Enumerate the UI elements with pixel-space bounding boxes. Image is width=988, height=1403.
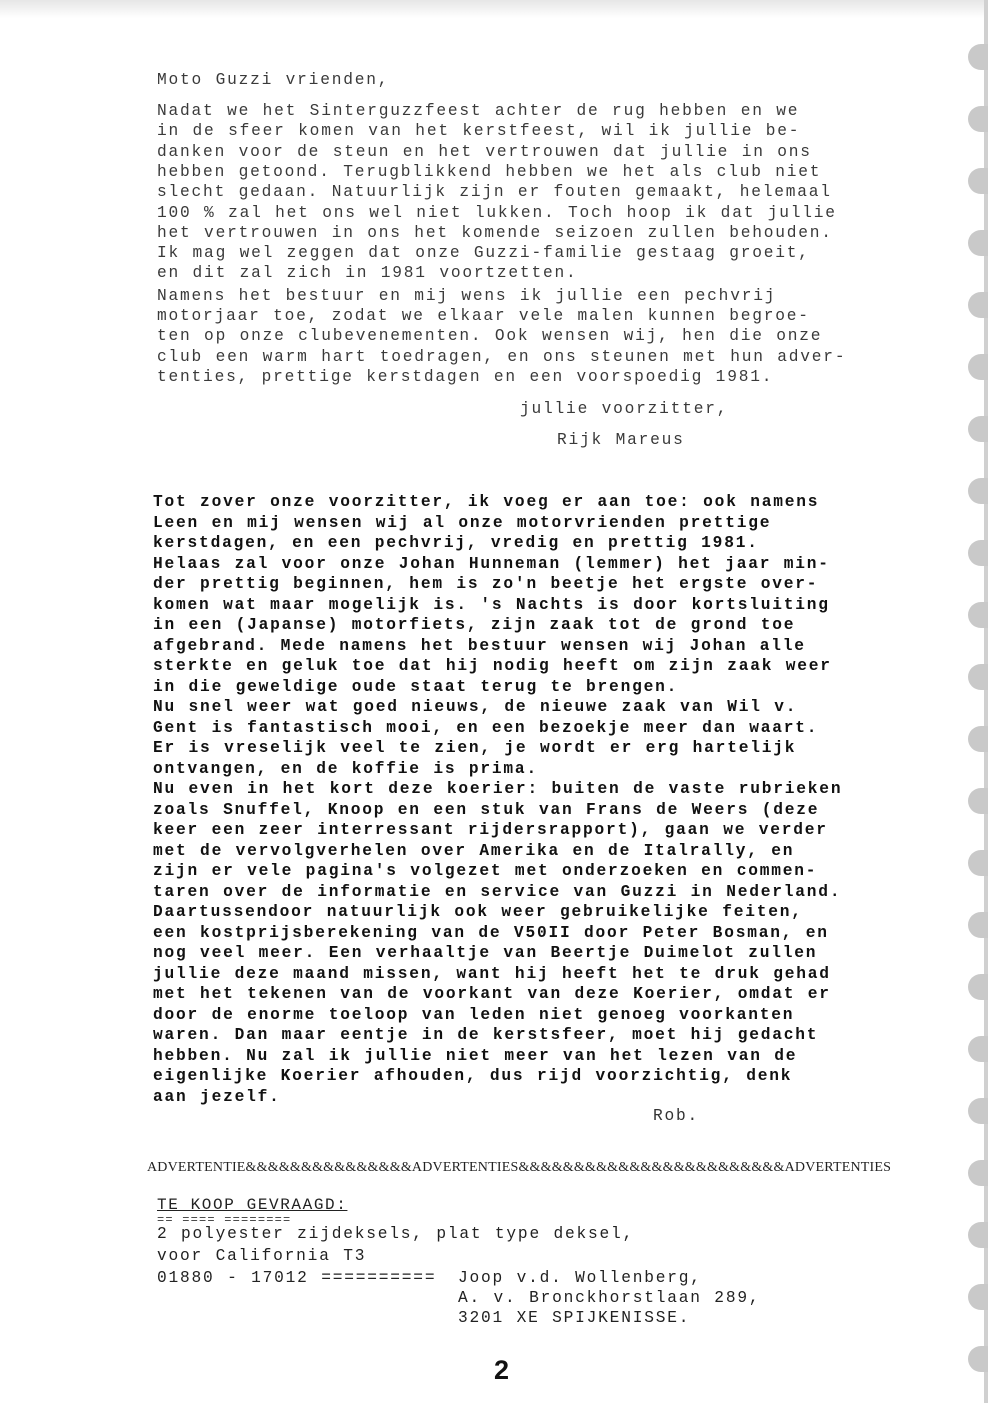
note-line: kerstdagen, en een pechvrij, vredig en prettig 1981. [153,534,759,552]
letter-line: club een warm hart toedragen, en ons steunen met hun adver- [157,347,847,366]
letter-signature: Rijk Mareus [557,431,685,449]
letter-line: het vertrouwen in ons het komende seizoen zullen behouden. [157,223,833,242]
letter-line: Nadat we het Sinterguzzfeest achter de rug hebben en we [157,102,800,120]
note-line: Leen en mij wensen wij al onze motorvrienden prettige [153,513,772,532]
note-line: nog veel meer. Een verhaaltje van Beertje Duimelot zullen [153,944,818,962]
advert-phone: 01880 - 17012 ========== [157,1269,437,1287]
note-signature: Rob. [653,1107,700,1125]
note-line: Gent is fantastisch mooi, en een bezoekje meer dan waart. [153,718,819,737]
note-line: komen wat maar mogelijk is. 's Nachts is door kortsluiting [153,595,830,614]
note-line: eigenlijke Koerier afhouden, dus rijd voorzichtig, denk [153,1067,793,1085]
note-line: aan jezelf. [153,1087,281,1106]
note-line: afgebrand. Mede namens het bestuur wensen wij Johan alle [153,636,806,655]
letter-line: slecht gedaan. Natuurlijk zijn er fouten gemaakt, helemaal [157,183,832,202]
letter-line: motorjaar toe, zodat we elkaar vele malen kunnen begroe- [157,307,810,325]
note-line: Er is vreselijk veel te zien, je wordt er erg hartelijk [153,739,797,757]
note-line: hebben. Nu zal ik jullie niet meer van het lezen van de [153,1046,798,1065]
note-line: een kostprijsberekening van de V50II door Peter Bosman, en [153,923,829,942]
letter-salutation: Moto Guzzi vrienden, [157,71,390,89]
advert-heading: TE KOOP GEVRAAGD: [157,1196,348,1214]
advert-contact-city: 3201 XE SPIJKENISSE. [458,1309,691,1327]
note-line: Tot zover onze voorzitter, ik voeg er aan toe: ook namens [153,493,820,511]
letter-line: Ik mag wel zeggen dat onze Guzzi-familie gestaag groeit, [157,244,810,263]
note-line: Daartussendoor natuurlijk ook weer gebruikelijke feiten, [153,903,803,921]
binder-holes [968,44,988,1403]
note-line: in een (Japanse) motorfiets, zijn zaak tot de grond toe [153,616,796,634]
note-line: zoals Snuffel, Knoop en een stuk van Frans de Weers (deze [153,800,820,819]
letter-line: ten op onze clubevenementen. Ook wensen wij, hen die onze [157,327,823,346]
note-line: Nu even in het kort deze koerier: buiten de vaste rubrieken [153,780,843,798]
note-line: ontvangen, en de koffie is prima. [153,759,538,778]
letter-line: hebben getoond. Terugblikkend hebben we het als club niet [157,162,822,181]
note-line: in die geweldige oude staat terug te brengen. [153,677,679,696]
note-line: Helaas zal voor onze Johan Hunneman (lemmer) het jaar min- [153,554,830,573]
note-line: waren. Dan maar eentje in de kerstsfeer, moet hij gedacht [153,1026,819,1044]
note-line: sterkte en geluk toe dat hij nodig heeft om zijn zaak weer [153,657,832,675]
letter-line: en dit zal zich in 1981 voortzetten. [157,264,578,283]
letter-line: danken voor de steun en het vertrouwen dat jullie in ons [157,142,812,161]
note-line: met het tekenen van de voorkant van deze Koerier, omdat er [153,985,831,1003]
advert-banner: ADVERTENTIE&&&&&&&&&&&&&&&ADVERTENTIES&&&&&&&&&&&&&&&&&&&&&&&&ADVERTENTIES [147,1160,892,1175]
note-line: met de vervolgverhelen over Amerika en de Italrally, en [153,841,795,860]
letter-line: 100 % zal het ons wel niet lukken. Toch hoop ik dat jullie [157,203,837,222]
note-line: Nu snel weer wat goed nieuws, de nieuwe zaak van Wil v. [153,698,798,716]
letter-line: Namens het bestuur en mij wens ik jullie een pechvrij [157,286,777,305]
note-line: zijn er vele pagina's volgezet met onderzoeken en commen- [153,862,818,880]
letter-closing: jullie voorzitter, [520,400,729,418]
advert-contact-street: A. v. Bronckhorstlaan 289, [458,1289,761,1307]
advert-contact-name: Joop v.d. Wollenberg, [458,1269,702,1287]
letter-line: tenties, prettige kerstdagen en een voorspoedig 1981. [157,367,774,386]
scan-top-edge [0,0,988,18]
advert-line: voor California T3 [157,1247,367,1265]
advert-heading-rule: == ==== ======== [157,1213,292,1227]
note-line: door de enorme toeloop van leden niet genoeg voorkanten [153,1005,795,1024]
note-line: der prettig beginnen, hem is zo'n beetje het ergste over- [153,575,819,593]
advert-line: 2 polyester zijdeksels, plat type deksel, [157,1225,635,1243]
note-line: jullie deze maand missen, want hij heeft het te druk gehad [153,964,831,983]
page-number: 2 [494,1355,510,1385]
note-line: keer een zeer interressant rijdersrapport), gaan we verder [153,821,828,839]
letter-line: in de sfeer komen van het kerstfeest, wil ik jullie be- [157,122,801,141]
note-line: taren over de informatie en service van Guzzi in Nederland. [153,882,842,901]
